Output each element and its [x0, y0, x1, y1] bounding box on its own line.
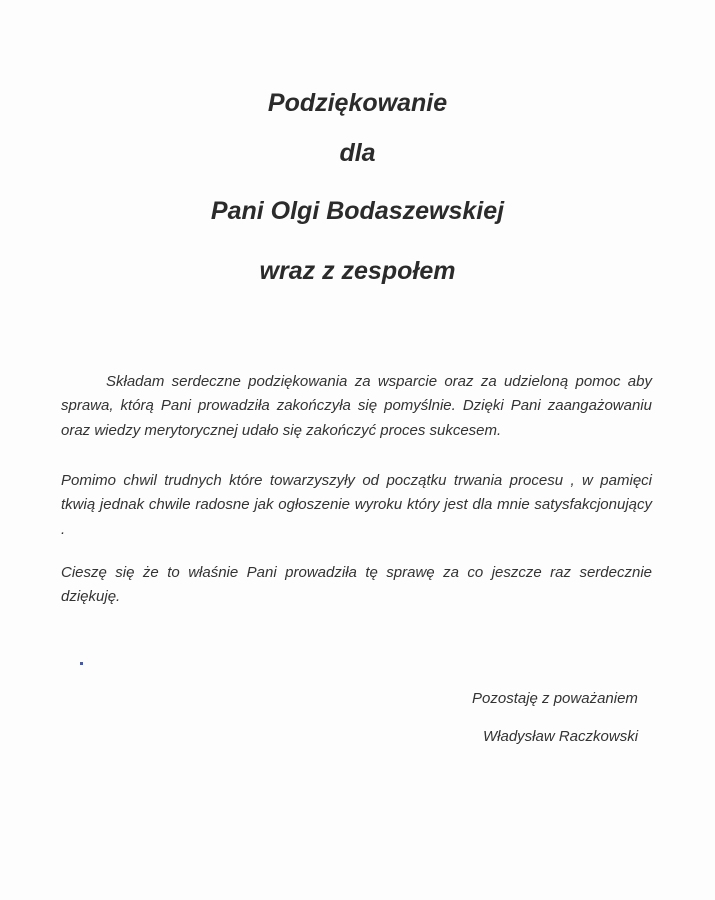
title-line-1: Podziękowanie — [267, 89, 448, 117]
title-line-2: dla — [339, 139, 376, 167]
scan-speck — [80, 662, 83, 665]
title-line-3: Pani Olgi Bodaszewskiej — [210, 197, 505, 225]
title-line-4: wraz z zespołem — [259, 257, 456, 285]
paragraph-2: Pomimo chwil trudnych które towarzyszyły od początku trwania procesu , w pamięci tkwią jednak chwile radosne jak ogłoszenie wyroku który jest dla mnie satysfakcjonujący . — [61, 472, 652, 538]
signature-name: Władysław Raczkowski — [483, 728, 639, 745]
paragraph-1: Składam serdeczne podziękowania za wsparcie oraz za udzieloną pomoc aby sprawa, którą Pani prowadziła zakończyła się pomyślnie. Dzięki Pani zaangażowaniu oraz wiedzy merytorycznej udało się zakończyć proces sukcesem. — [61, 373, 652, 439]
paragraph-3: Cieszę się że to właśnie Pani prowadziła tę sprawę za co jeszcze raz serdecznie dziękuję. — [61, 564, 652, 606]
closing-phrase: Pozostaję z poważaniem — [472, 690, 638, 707]
